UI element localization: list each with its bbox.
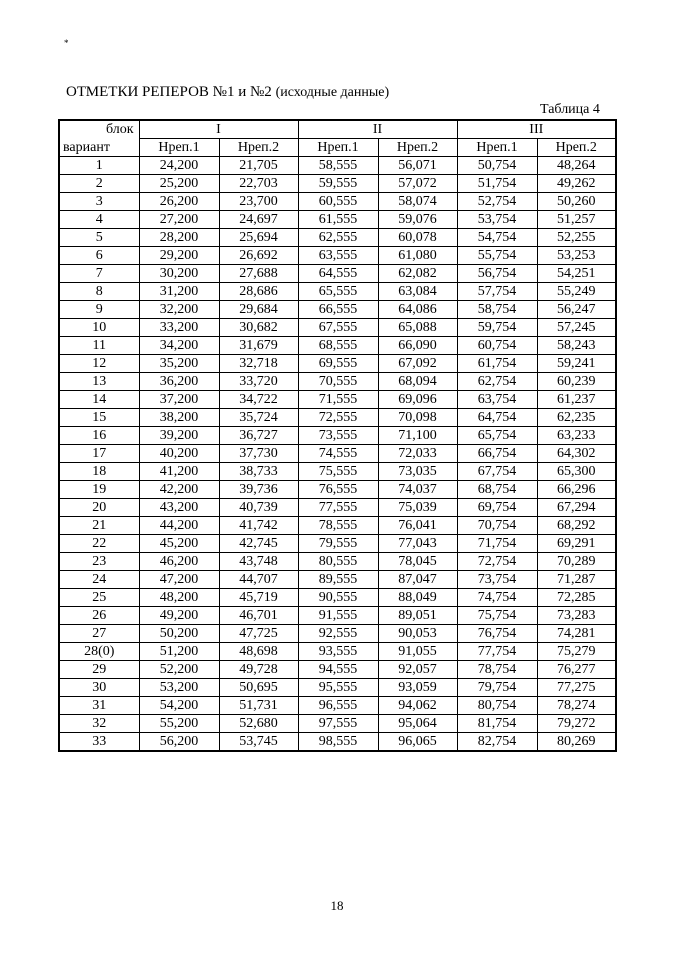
block2-rep1-cell: 59,555 [298,175,378,193]
block3-rep1-cell: 51,754 [457,175,537,193]
block3-rep1-cell: 58,754 [457,301,537,319]
block1-rep2-cell: 52,680 [219,715,298,733]
block1-rep2-cell: 50,695 [219,679,298,697]
table-row [59,715,616,733]
variant-cell: 22 [59,535,139,553]
block2-rep1-cell: 58,555 [298,157,378,175]
variant-cell: 18 [59,463,139,481]
block2-rep1-cell: 79,555 [298,535,378,553]
block2-rep2-cell: 88,049 [378,589,457,607]
block3-rep1-cell: 64,754 [457,409,537,427]
variant-cell: 19 [59,481,139,499]
variant-cell: 15 [59,409,139,427]
table-row [59,175,616,193]
block1-rep2-cell: 36,727 [219,427,298,445]
variant-cell: 5 [59,229,139,247]
block2-rep2-cell: 70,098 [378,409,457,427]
block1-rep2-cell: 40,739 [219,499,298,517]
block2-rep2-cell: 60,078 [378,229,457,247]
block3-rep2-cell: 77,275 [537,679,616,697]
variant-cell: 3 [59,193,139,211]
block2-rep1-cell: 91,555 [298,607,378,625]
block2-rep1-cell: 63,555 [298,247,378,265]
block3-rep2-cell: 69,291 [537,535,616,553]
block3-rep2-cell: 49,262 [537,175,616,193]
block3-rep2-cell: 51,257 [537,211,616,229]
block2-rep1-cell: 78,555 [298,517,378,535]
column-header: Hреп.1 [457,139,537,157]
table-row [59,319,616,337]
block3-rep1-cell: 71,754 [457,535,537,553]
block2-rep2-cell: 67,092 [378,355,457,373]
block3-rep2-cell: 70,289 [537,553,616,571]
block1-rep1-cell: 54,200 [139,697,219,715]
block2-rep1-cell: 62,555 [298,229,378,247]
variant-cell: 14 [59,391,139,409]
block2-rep2-cell: 75,039 [378,499,457,517]
block1-rep2-cell: 28,686 [219,283,298,301]
page-number: 18 [330,898,344,913]
block3-rep2-cell: 53,253 [537,247,616,265]
block2-rep1-cell: 76,555 [298,481,378,499]
block3-rep1-cell: 65,754 [457,427,537,445]
block1-rep2-cell: 43,748 [219,553,298,571]
block2-rep2-cell: 68,094 [378,373,457,391]
table-row [59,409,616,427]
block1-rep1-cell: 29,200 [139,247,219,265]
variant-cell: 27 [59,625,139,643]
variant-cell: 17 [59,445,139,463]
block1-rep2-cell: 27,688 [219,265,298,283]
block3-rep1-cell: 72,754 [457,553,537,571]
variant-cell: 24 [59,571,139,589]
block1-rep2-cell: 49,728 [219,661,298,679]
block1-rep1-cell: 24,200 [139,157,219,175]
block3-rep1-cell: 67,754 [457,463,537,481]
block2-rep2-cell: 96,065 [378,733,457,752]
table-row [59,607,616,625]
block1-rep2-cell: 29,684 [219,301,298,319]
block3-rep2-cell: 61,237 [537,391,616,409]
block1-rep1-cell: 56,200 [139,733,219,752]
table-row [59,517,616,535]
block1-rep1-cell: 39,200 [139,427,219,445]
variant-cell: 31 [59,697,139,715]
block2-rep2-cell: 73,035 [378,463,457,481]
block3-rep2-cell: 54,251 [537,265,616,283]
block1-rep1-cell: 49,200 [139,607,219,625]
block2-rep1-cell: 90,555 [298,589,378,607]
block1-rep1-cell: 36,200 [139,373,219,391]
block1-rep1-cell: 47,200 [139,571,219,589]
block3-rep2-cell: 79,272 [537,715,616,733]
block1-rep1-cell: 48,200 [139,589,219,607]
block2-rep1-cell: 77,555 [298,499,378,517]
block3-rep2-cell: 80,269 [537,733,616,752]
block1-rep2-cell: 23,700 [219,193,298,211]
page-title [66,83,389,102]
block2-rep2-cell: 69,096 [378,391,457,409]
block2-rep2-cell: 90,053 [378,625,457,643]
variant-cell: 30 [59,679,139,697]
group-header-3: III [457,120,616,139]
block1-rep2-cell: 33,720 [219,373,298,391]
block3-rep2-cell: 75,279 [537,643,616,661]
table-row [59,733,616,752]
block2-rep2-cell: 92,057 [378,661,457,679]
block2-rep2-cell: 59,076 [378,211,457,229]
block3-rep1-cell: 82,754 [457,733,537,752]
title-note: (исходные данные) [275,85,390,100]
table-row [59,499,616,517]
block3-rep2-cell: 52,255 [537,229,616,247]
table-row [59,625,616,643]
table-row [59,643,616,661]
block1-rep1-cell: 40,200 [139,445,219,463]
block2-rep1-cell: 93,555 [298,643,378,661]
variant-cell: 26 [59,607,139,625]
block3-rep2-cell: 76,277 [537,661,616,679]
block1-rep2-cell: 48,698 [219,643,298,661]
table-row [59,679,616,697]
block2-rep2-cell: 74,037 [378,481,457,499]
block3-rep1-cell: 62,754 [457,373,537,391]
block3-rep1-cell: 73,754 [457,571,537,589]
block3-rep2-cell: 68,292 [537,517,616,535]
block1-rep1-cell: 46,200 [139,553,219,571]
block1-rep1-cell: 32,200 [139,301,219,319]
block1-rep1-cell: 43,200 [139,499,219,517]
block1-rep1-cell: 41,200 [139,463,219,481]
block3-rep1-cell: 54,754 [457,229,537,247]
block2-rep1-cell: 61,555 [298,211,378,229]
block1-rep2-cell: 26,692 [219,247,298,265]
block1-rep1-cell: 31,200 [139,283,219,301]
block2-rep2-cell: 76,041 [378,517,457,535]
block2-rep2-cell: 65,088 [378,319,457,337]
block1-rep1-cell: 51,200 [139,643,219,661]
block1-rep1-cell: 55,200 [139,715,219,733]
block3-rep1-cell: 53,754 [457,211,537,229]
block2-rep1-cell: 72,555 [298,409,378,427]
block3-rep1-cell: 52,754 [457,193,537,211]
block3-rep1-cell: 50,754 [457,157,537,175]
block3-rep2-cell: 50,260 [537,193,616,211]
block2-rep1-cell: 69,555 [298,355,378,373]
table-row [59,589,616,607]
block3-rep2-cell: 71,287 [537,571,616,589]
block1-rep2-cell: 45,719 [219,589,298,607]
block3-rep2-cell: 56,247 [537,301,616,319]
header-row-columns [59,139,616,157]
block1-rep2-cell: 51,731 [219,697,298,715]
table-row [59,355,616,373]
block1-rep2-cell: 42,745 [219,535,298,553]
block3-rep2-cell: 57,245 [537,319,616,337]
block1-rep1-cell: 50,200 [139,625,219,643]
block1-rep1-cell: 37,200 [139,391,219,409]
block3-rep2-cell: 72,285 [537,589,616,607]
block2-rep1-cell: 70,555 [298,373,378,391]
block2-rep1-cell: 98,555 [298,733,378,752]
block2-rep2-cell: 95,064 [378,715,457,733]
variant-cell: 21 [59,517,139,535]
block2-rep2-cell: 63,084 [378,283,457,301]
block1-rep1-cell: 52,200 [139,661,219,679]
block2-rep1-cell: 67,555 [298,319,378,337]
block1-rep1-cell: 44,200 [139,517,219,535]
block3-rep1-cell: 60,754 [457,337,537,355]
block2-rep1-cell: 95,555 [298,679,378,697]
block1-rep2-cell: 32,718 [219,355,298,373]
block1-rep1-cell: 35,200 [139,355,219,373]
table-row [59,157,616,175]
table-label: Таблица 4 [540,102,600,117]
table-row [59,427,616,445]
variant-label-cell: вариант [59,139,139,157]
variant-cell: 20 [59,499,139,517]
table-row [59,445,616,463]
block3-rep1-cell: 77,754 [457,643,537,661]
variant-cell: 6 [59,247,139,265]
title-main: ОТМЕТКИ РЕПЕРОВ №1 и №2 [66,84,272,100]
block2-rep1-cell: 73,555 [298,427,378,445]
block2-rep1-cell: 65,555 [298,283,378,301]
variant-cell: 4 [59,211,139,229]
block3-rep2-cell: 60,239 [537,373,616,391]
block2-rep1-cell: 89,555 [298,571,378,589]
block2-rep2-cell: 77,043 [378,535,457,553]
block3-rep1-cell: 75,754 [457,607,537,625]
block3-rep2-cell: 63,233 [537,427,616,445]
block1-rep1-cell: 53,200 [139,679,219,697]
variant-cell: 32 [59,715,139,733]
block2-rep2-cell: 58,074 [378,193,457,211]
block1-rep1-cell: 42,200 [139,481,219,499]
header-row-groups [59,120,616,139]
block2-rep1-cell: 94,555 [298,661,378,679]
block1-rep2-cell: 22,703 [219,175,298,193]
block1-rep2-cell: 35,724 [219,409,298,427]
table-row [59,661,616,679]
block3-rep2-cell: 67,294 [537,499,616,517]
block2-rep1-cell: 97,555 [298,715,378,733]
table-row [59,697,616,715]
block3-rep1-cell: 80,754 [457,697,537,715]
table-row [59,301,616,319]
block3-rep1-cell: 63,754 [457,391,537,409]
block2-rep2-cell: 56,071 [378,157,457,175]
block2-rep2-cell: 91,055 [378,643,457,661]
table-row [59,283,616,301]
variant-cell: 16 [59,427,139,445]
block2-rep2-cell: 64,086 [378,301,457,319]
block1-rep2-cell: 21,705 [219,157,298,175]
variant-cell: 10 [59,319,139,337]
block2-rep2-cell: 87,047 [378,571,457,589]
table-row [59,463,616,481]
block2-rep1-cell: 96,555 [298,697,378,715]
block1-rep2-cell: 24,697 [219,211,298,229]
block1-rep2-cell: 25,694 [219,229,298,247]
block3-rep1-cell: 56,754 [457,265,537,283]
table-row [59,481,616,499]
block2-rep2-cell: 72,033 [378,445,457,463]
block2-rep1-cell: 92,555 [298,625,378,643]
variant-cell: 23 [59,553,139,571]
group-header-2: II [298,120,457,139]
block1-rep1-cell: 27,200 [139,211,219,229]
table-row [59,535,616,553]
column-header: Hреп.1 [298,139,378,157]
block2-rep1-cell: 74,555 [298,445,378,463]
block2-rep2-cell: 71,100 [378,427,457,445]
block3-rep1-cell: 70,754 [457,517,537,535]
variant-cell: 28(0) [59,643,139,661]
table-row [59,373,616,391]
block1-rep2-cell: 34,722 [219,391,298,409]
block1-rep1-cell: 26,200 [139,193,219,211]
group-header-1: I [139,120,298,139]
block2-rep2-cell: 62,082 [378,265,457,283]
variant-cell: 7 [59,265,139,283]
variant-cell: 2 [59,175,139,193]
block1-rep2-cell: 37,730 [219,445,298,463]
block3-rep1-cell: 55,754 [457,247,537,265]
block3-rep2-cell: 58,243 [537,337,616,355]
block3-rep2-cell: 66,296 [537,481,616,499]
block3-rep1-cell: 61,754 [457,355,537,373]
block3-rep2-cell: 64,302 [537,445,616,463]
block3-rep2-cell: 59,241 [537,355,616,373]
block2-rep1-cell: 66,555 [298,301,378,319]
block1-rep2-cell: 53,745 [219,733,298,752]
block3-rep1-cell: 69,754 [457,499,537,517]
table-row [59,391,616,409]
block1-rep1-cell: 28,200 [139,229,219,247]
block3-rep2-cell: 65,300 [537,463,616,481]
block2-rep2-cell: 61,080 [378,247,457,265]
block2-rep1-cell: 68,555 [298,337,378,355]
block1-rep1-cell: 45,200 [139,535,219,553]
block1-rep1-cell: 33,200 [139,319,219,337]
table-row [59,211,616,229]
block2-rep1-cell: 60,555 [298,193,378,211]
block1-rep1-cell: 30,200 [139,265,219,283]
variant-cell: 11 [59,337,139,355]
block3-rep1-cell: 68,754 [457,481,537,499]
block1-rep2-cell: 31,679 [219,337,298,355]
block1-rep2-cell: 30,682 [219,319,298,337]
block3-rep2-cell: 73,283 [537,607,616,625]
column-header: Hреп.2 [378,139,457,157]
block3-rep1-cell: 66,754 [457,445,537,463]
column-header: Hреп.1 [139,139,219,157]
variant-cell: 33 [59,733,139,752]
variant-cell: 13 [59,373,139,391]
variant-cell: 9 [59,301,139,319]
block3-rep1-cell: 74,754 [457,589,537,607]
block3-rep1-cell: 57,754 [457,283,537,301]
table-row [59,193,616,211]
block2-rep2-cell: 89,051 [378,607,457,625]
block2-rep1-cell: 71,555 [298,391,378,409]
block1-rep2-cell: 44,707 [219,571,298,589]
variant-cell: 29 [59,661,139,679]
block1-rep1-cell: 34,200 [139,337,219,355]
block1-rep2-cell: 47,725 [219,625,298,643]
block3-rep2-cell: 48,264 [537,157,616,175]
block-label-cell: блок [59,120,139,139]
block1-rep2-cell: 46,701 [219,607,298,625]
variant-cell: 12 [59,355,139,373]
block2-rep1-cell: 80,555 [298,553,378,571]
block1-rep1-cell: 25,200 [139,175,219,193]
table-row [59,553,616,571]
block1-rep2-cell: 41,742 [219,517,298,535]
block2-rep2-cell: 93,059 [378,679,457,697]
block3-rep2-cell: 62,235 [537,409,616,427]
variant-cell: 8 [59,283,139,301]
block3-rep1-cell: 76,754 [457,625,537,643]
block1-rep2-cell: 38,733 [219,463,298,481]
block2-rep2-cell: 66,090 [378,337,457,355]
column-header: Hреп.2 [537,139,616,157]
table-row [59,229,616,247]
corner-mark: * [64,38,69,48]
table-row [59,265,616,283]
block2-rep1-cell: 75,555 [298,463,378,481]
variant-cell: 1 [59,157,139,175]
block3-rep1-cell: 78,754 [457,661,537,679]
block2-rep2-cell: 78,045 [378,553,457,571]
variant-cell: 25 [59,589,139,607]
block3-rep1-cell: 79,754 [457,679,537,697]
block3-rep2-cell: 78,274 [537,697,616,715]
block2-rep2-cell: 57,072 [378,175,457,193]
block1-rep1-cell: 38,200 [139,409,219,427]
block3-rep1-cell: 59,754 [457,319,537,337]
table-row [59,571,616,589]
block3-rep2-cell: 74,281 [537,625,616,643]
benchmark-elevations-table [58,119,617,752]
block2-rep1-cell: 64,555 [298,265,378,283]
block1-rep2-cell: 39,736 [219,481,298,499]
block3-rep1-cell: 81,754 [457,715,537,733]
table-row [59,247,616,265]
column-header: Hреп.2 [219,139,298,157]
block3-rep2-cell: 55,249 [537,283,616,301]
block2-rep2-cell: 94,062 [378,697,457,715]
table-row [59,337,616,355]
